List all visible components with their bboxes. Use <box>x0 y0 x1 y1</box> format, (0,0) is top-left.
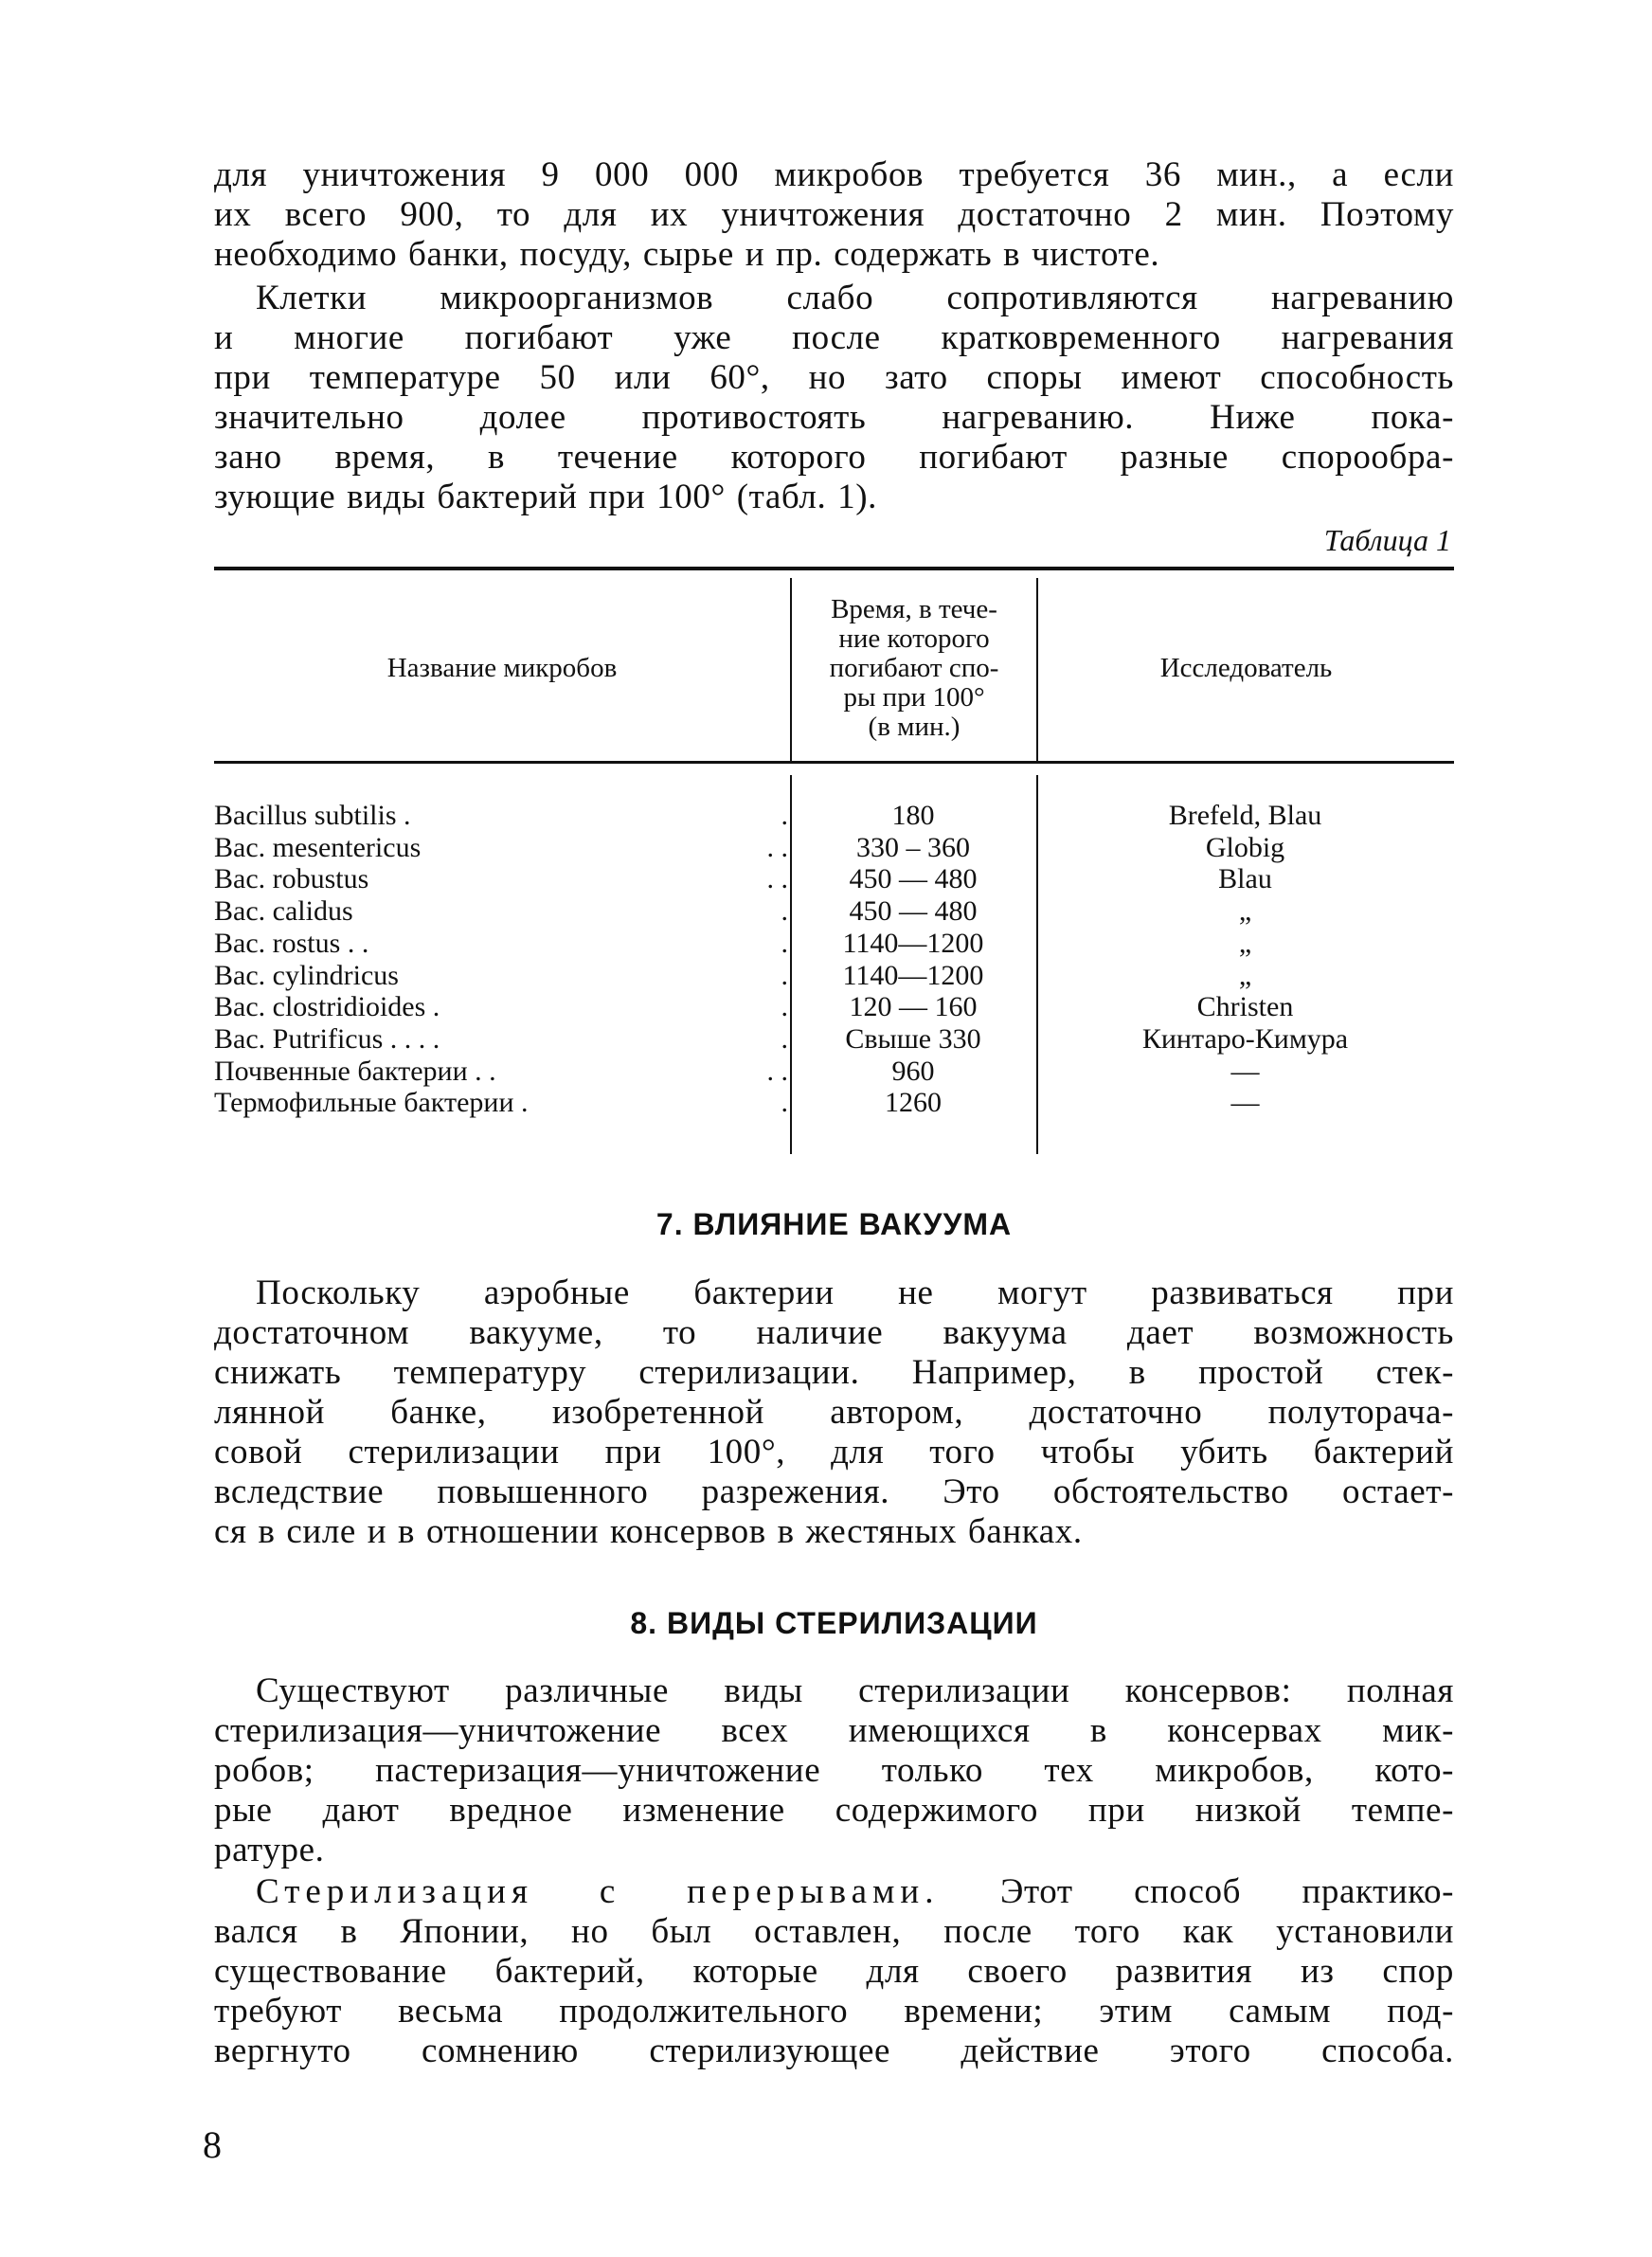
microbe-name: Термофильные бактерии . <box>214 1087 529 1119</box>
header-time-line: ние которого <box>838 623 990 654</box>
researcher-name: Brefeld, Blau <box>1168 800 1322 831</box>
text-fragment: Этот способ практико- <box>939 1872 1455 1911</box>
spaced-term: Стерилизация с перерывами. <box>256 1872 940 1911</box>
microbe-name: Bac. calidus <box>214 895 353 928</box>
dot-leader: . <box>781 991 788 1023</box>
text-line: снижать температуру стерилизации. Например, в простой стек- <box>214 1353 1454 1392</box>
researcher-name: Blau <box>1218 863 1272 895</box>
text-line: для уничтожения 9 000 000 микробов требуется 36 мин., а если <box>214 155 1454 194</box>
dot-leader: . <box>781 800 788 831</box>
paragraph-vacuum <box>214 1273 1454 1552</box>
researcher-name: „ <box>1238 927 1252 959</box>
spore-death-time: 180 <box>891 800 935 831</box>
text-line: Существуют различные виды стерилизации консервов: полная <box>256 1671 1454 1710</box>
table-row <box>214 800 1454 832</box>
table-header-rule <box>214 761 1454 764</box>
microbe-name: Bac. rostus . . <box>214 927 369 959</box>
table-row <box>214 960 1454 992</box>
text-line: их всего 900, то для их уничтожения достаточно 2 мин. Поэтому <box>214 195 1454 234</box>
text-line: стерилизация—уничтожение всех имеющихся в консервах мик- <box>214 1711 1454 1750</box>
dot-leader: . . <box>766 831 788 863</box>
header-researcher: Исследователь <box>1159 652 1333 683</box>
dot-leader: . . <box>766 1055 788 1087</box>
table-row <box>214 895 1454 928</box>
spore-death-time: 1260 <box>885 1087 942 1119</box>
dot-leader: . <box>781 1022 788 1055</box>
text-line: достаточном вакууме, то наличие вакуума дает возможность <box>214 1313 1454 1352</box>
microbe-name: Bac. Putrificus . . . . <box>214 1022 440 1055</box>
researcher-name: — <box>1230 1087 1260 1119</box>
text-line: зано время, в течение которого погибают разные спорообра- <box>214 438 1454 477</box>
spore-death-time: 960 <box>891 1055 935 1087</box>
section-8-heading: 8. ВИДЫ СТЕРИЛИЗАЦИИ <box>630 1606 1038 1640</box>
header-time <box>792 578 1036 758</box>
paragraph-spores <box>214 279 1454 517</box>
text-line: вался в Японии, но был оставлен, после того как установили <box>214 1912 1454 1951</box>
microbe-name: Bac. cylindricus <box>214 959 399 991</box>
text-line: Поскольку аэробные бактерии не могут развиваться при <box>256 1273 1454 1312</box>
dot-leader: . . <box>766 863 788 895</box>
researcher-name: Globig <box>1205 831 1285 863</box>
microbe-name: Почвенные бактерии . . <box>214 1055 496 1087</box>
text-line: существование бактерий, которые для своего развития из спор <box>214 1952 1454 1991</box>
text-line: Клетки микроорганизмов слабо сопротивляются нагреванию <box>256 279 1454 317</box>
table-row <box>214 928 1454 960</box>
spore-death-time: 450 — 480 <box>849 895 978 928</box>
text-line: совой стерилизации при 100°, для того чтобы убить бактерий <box>214 1433 1454 1472</box>
spore-death-time: 1140—1200 <box>842 927 984 959</box>
table-row <box>214 832 1454 864</box>
table-caption: Таблица 1 <box>1323 523 1451 557</box>
text-line: требуют весьма продолжительного времени; этим самым под- <box>214 1992 1454 2031</box>
microbe-name: Bacillus subtilis . <box>214 800 411 831</box>
header-time-line: погибают спо- <box>829 652 999 683</box>
text-line: рые дают вредное изменение содержимого при низкой темпе- <box>214 1791 1454 1830</box>
spore-death-time: 1140—1200 <box>842 959 984 991</box>
text-line: необходимо банки, посуду, сырье и пр. содержать в чистоте. <box>214 235 1160 274</box>
table-row <box>214 1056 1454 1088</box>
dot-leader: . <box>781 895 788 928</box>
page-number: 8 <box>203 2123 222 2166</box>
header-name: Название микробов <box>386 652 618 683</box>
text-line: значительно долее противостоять нагреванию. Ниже пока- <box>214 398 1454 437</box>
paragraph-interrupted-sterilization <box>214 1872 1454 2071</box>
text-line: при температуре 50 или 60°, но зато споры имеют способность <box>214 358 1454 397</box>
text-line: и многие погибают уже после кратковременного нагревания <box>214 318 1454 357</box>
text-line: вследствие повышенного разрежения. Это обстоятельство остает- <box>214 1472 1454 1511</box>
researcher-name: „ <box>1238 895 1252 928</box>
paragraph-sterilization-types <box>214 1671 1454 1870</box>
spore-death-time: 330 – 360 <box>856 831 970 863</box>
text-line: вергнуто сомнению стерилизующее действие этого способа. <box>214 2031 1454 2070</box>
text-line: робов; пастеризация—уничтожение только тех микробов, кото- <box>214 1751 1454 1790</box>
table-row <box>214 1023 1454 1056</box>
header-time-line: Время, в тече- <box>831 593 997 624</box>
dot-leader: . <box>781 959 788 991</box>
researcher-name: „ <box>1238 959 1252 991</box>
microbe-name: Bac. mesentericus <box>214 831 422 863</box>
researcher-name: Christen <box>1196 991 1294 1023</box>
table-top-rule <box>214 567 1454 570</box>
table-row <box>214 1087 1454 1119</box>
text-line: ся в силе и в отношении консервов в жестяных банках. <box>214 1512 1083 1551</box>
paragraph-intro <box>214 155 1454 275</box>
dot-leader: . <box>781 927 788 959</box>
researcher-name: Кинтаро-Кимура <box>1141 1022 1349 1055</box>
text-line: ратуре. <box>214 1831 325 1869</box>
researcher-name: — <box>1230 1055 1260 1087</box>
header-time-line: (в мин.) <box>868 711 961 742</box>
section-7-heading: 7. ВЛИЯНИЕ ВАКУУМА <box>655 1207 1013 1241</box>
text-line: лянной банке, изобретенной автором, достаточно полуторача- <box>214 1393 1454 1432</box>
microbe-name: Bac. clostridioides . <box>214 991 440 1023</box>
text-line <box>214 1872 1454 1912</box>
table-row <box>214 991 1454 1023</box>
spore-death-time: Свыше 330 <box>845 1022 981 1055</box>
spore-death-time: 450 — 480 <box>849 863 978 895</box>
text-line: зующие виды бактерий при 100° (табл. 1). <box>214 478 878 516</box>
spore-death-time: 120 — 160 <box>849 991 978 1023</box>
dot-leader: . <box>781 1087 788 1119</box>
header-time-line: ры при 100° <box>843 681 985 713</box>
microbe-name: Bac. robustus <box>214 863 369 895</box>
table-row <box>214 863 1454 895</box>
